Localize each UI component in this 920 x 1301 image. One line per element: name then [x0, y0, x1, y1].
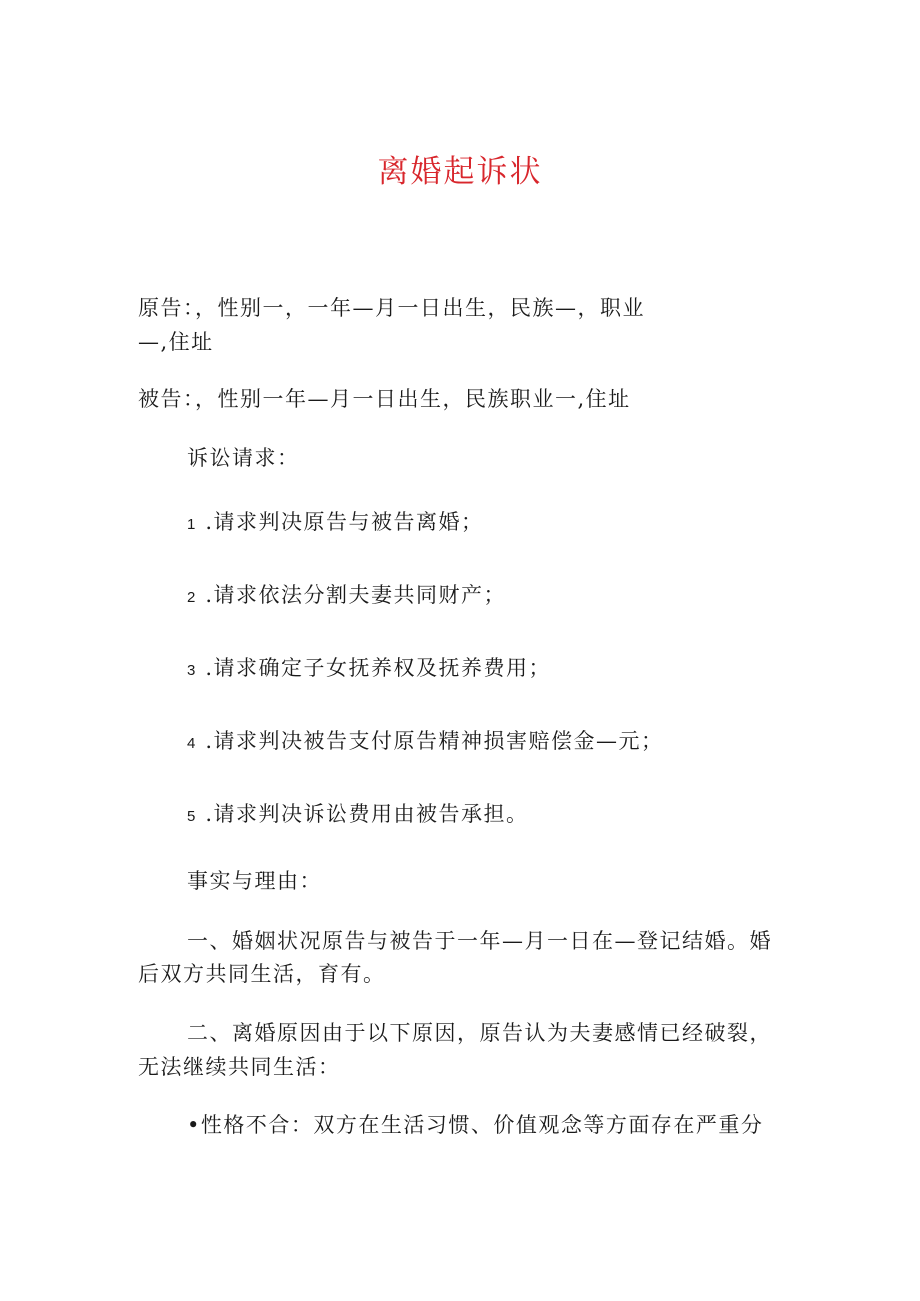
claim-text: .请求判决诉讼费用由被告承担。: [205, 802, 529, 826]
plaintiff-line-1: 原告：，性别一，一年—月一日出生，民族—，职业: [138, 296, 645, 320]
claim-item: [187, 578, 506, 615]
fact-paragraph-1-line-1: 一、婚姻状况原告与被告于一年—月一日在—登记结婚。婚: [187, 929, 772, 953]
claim-number: 3: [187, 662, 196, 679]
fact-paragraph-1-line-2: 后双方共同生活，育有。: [138, 962, 386, 986]
fact-paragraph-2-line-2: 无法继续共同生活：: [138, 1055, 341, 1079]
fact-bullet-line: •性格不合：双方在生活习惯、价值观念等方面存在严重分: [187, 1113, 764, 1137]
claim-text: .请求判决被告支付原告精神损害赔偿金—元；: [205, 729, 664, 753]
document-title: 离婚起诉状: [377, 154, 543, 190]
claim-item: [187, 724, 664, 761]
claim-item: [187, 797, 529, 834]
claim-number: 5: [187, 808, 196, 825]
fact-paragraph-2-line-1: 二、离婚原因由于以下原因，原告认为夫妻感情已经破裂，: [187, 1021, 772, 1045]
claim-item: [187, 651, 551, 688]
claims-heading: 诉讼请求：: [187, 446, 300, 470]
claim-number: 1: [187, 516, 196, 533]
facts-heading: 事实与理由：: [187, 869, 322, 893]
defendant-line: 被告：，性别一年—月一日出生，民族职业一,住址: [138, 387, 631, 411]
claim-item: [187, 505, 484, 542]
plaintiff-line-2: —,住址: [138, 330, 214, 354]
claim-number: 4: [187, 735, 196, 752]
claim-text: .请求依法分割夫妻共同财产；: [205, 583, 507, 607]
claim-number: 2: [187, 589, 196, 606]
claim-text: .请求确定子女抚养权及抚养费用；: [205, 656, 552, 680]
claim-text: .请求判决原告与被告离婚；: [205, 510, 484, 534]
